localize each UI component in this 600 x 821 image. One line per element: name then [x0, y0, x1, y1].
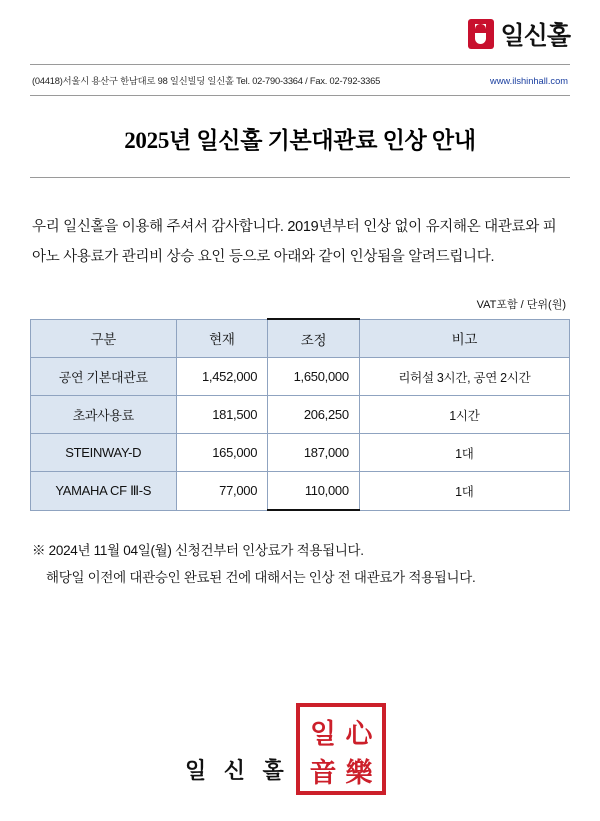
- contact-line: [30, 65, 570, 95]
- seal-char: 心: [345, 719, 373, 749]
- column-header-current: 현재: [176, 319, 268, 358]
- cell-current: 77,000: [176, 472, 268, 511]
- signature-block: [0, 693, 600, 803]
- page-header: [30, 0, 570, 62]
- table-header-row: [31, 319, 570, 358]
- column-header-adjusted: 조정: [268, 319, 360, 358]
- footnotes: [30, 537, 570, 591]
- table-row: [31, 434, 570, 472]
- column-header-note: 비고: [359, 319, 569, 358]
- body-paragraph: 우리 일신홀을 이용해 주셔서 감사합니다. 2019년부터 인상 없이 유지해온 대관료와 피아노 사용료가 관리비 상승 요인 등으로 아래와 같이 인상됨을 알려드립니다.: [32, 219, 557, 265]
- table-row: [31, 472, 570, 511]
- table-row: [31, 358, 570, 396]
- cell-current: 181,500: [176, 396, 268, 434]
- cell-note: 1시간: [359, 396, 569, 434]
- ilshinhall-logo: [468, 16, 570, 52]
- divider-under-title: [30, 177, 570, 178]
- cell-category: 공연 기본대관료: [31, 358, 177, 396]
- cell-note: 1대: [359, 434, 569, 472]
- cell-current: 165,000: [176, 434, 268, 472]
- cell-adjusted: 1,650,000: [268, 358, 360, 396]
- table-unit-note: VAT포함 / 단위(원): [476, 299, 566, 311]
- cell-category: YAMAHA CF Ⅲ-S: [31, 472, 177, 511]
- cell-note: 1대: [359, 472, 569, 511]
- cell-note: 리허설 3시간, 공연 2시간: [359, 358, 569, 396]
- seal-char: 音: [309, 758, 337, 788]
- cell-category: STEINWAY-D: [31, 434, 177, 472]
- signature-name: 일 신 홀: [185, 758, 290, 783]
- address-and-phone: (04418)서울시 용산구 한남대로 98 일신빌딩 일신홀 Tel. 02-790-3364 / Fax. 02-792-3365: [32, 76, 381, 86]
- column-header-category: 구분: [31, 319, 177, 358]
- ilshin-mark-icon: [468, 19, 494, 49]
- official-seal-icon: [296, 703, 386, 795]
- cell-category: 초과사용료: [31, 396, 177, 434]
- cell-adjusted: 110,000: [268, 472, 360, 511]
- footnote-1: ※ 2024년 11월 04일(월) 신청건부터 인상료가 적용됩니다.: [32, 543, 364, 558]
- cell-adjusted: 206,250: [268, 396, 360, 434]
- logo-text: 일신홀: [500, 22, 570, 50]
- cell-current: 1,452,000: [176, 358, 268, 396]
- seal-char: 樂: [345, 758, 373, 788]
- table-row: [31, 396, 570, 434]
- cell-adjusted: 187,000: [268, 434, 360, 472]
- fee-table: [30, 318, 570, 511]
- seal-char: 일: [309, 719, 337, 749]
- page-title: 2025년 일신홀 기본대관료 인상 안내: [124, 128, 476, 153]
- footnote-2: 해당일 이전에 대관승인 완료된 건에 대해서는 인상 전 대관료가 적용됩니다.: [46, 570, 476, 585]
- website-link[interactable]: www.ilshinhall.com: [489, 76, 568, 86]
